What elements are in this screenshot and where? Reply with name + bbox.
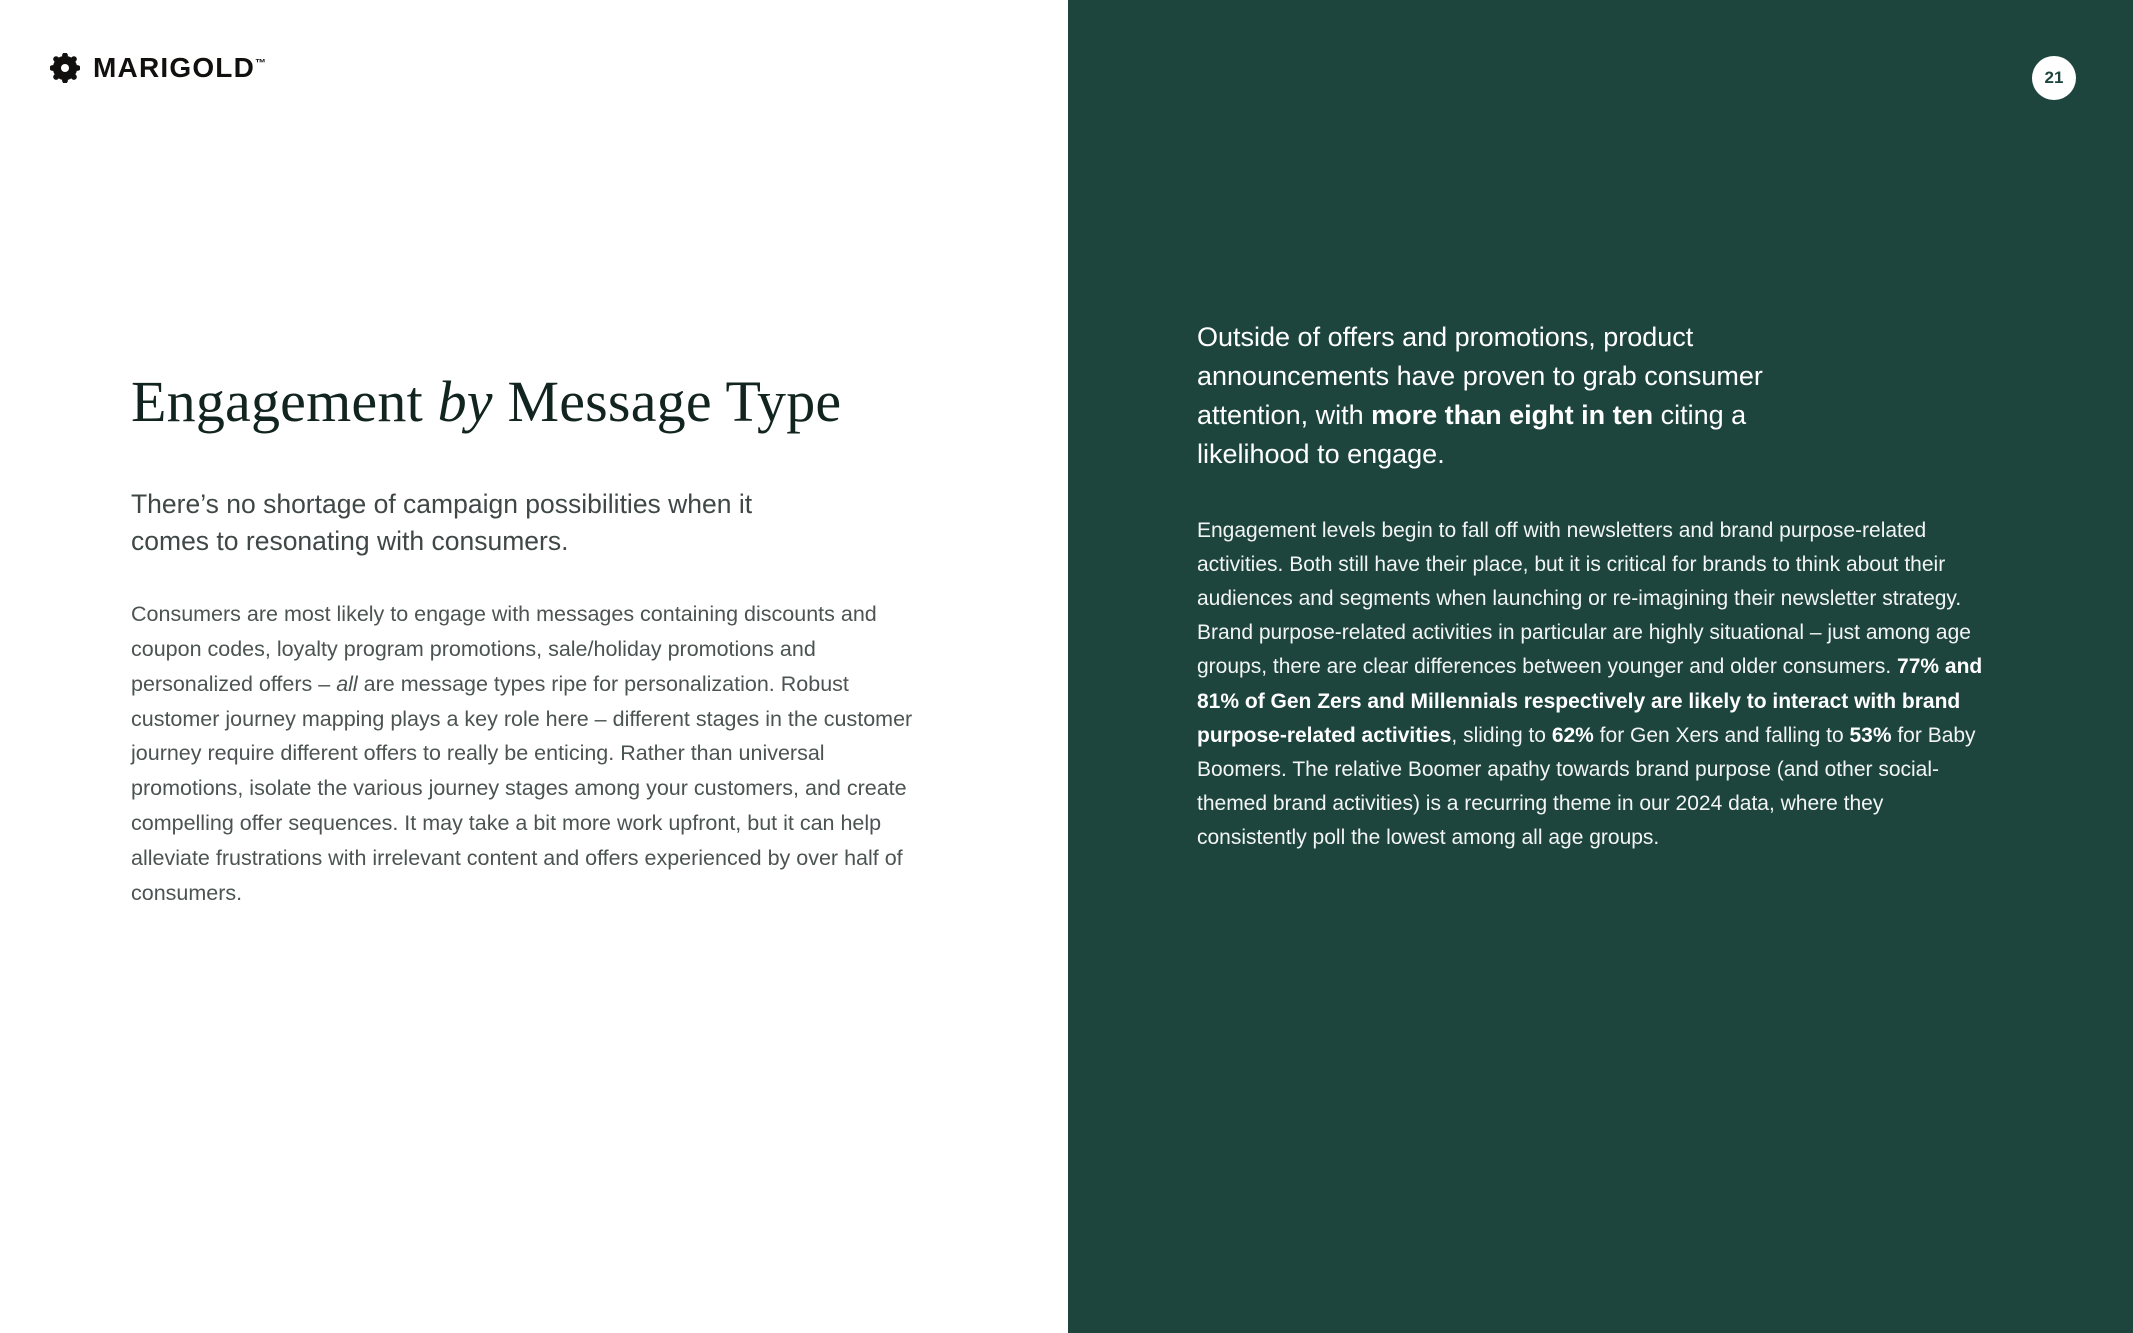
brand-logo — [50, 52, 266, 84]
right-body-part2: , sliding to — [1451, 723, 1552, 747]
left-lede-paragraph: There’s no shortage of campaign possibilities when it comes to resonating with consumers. — [131, 488, 753, 557]
page-title-italic: by — [437, 369, 493, 434]
right-text-block — [1197, 318, 1997, 856]
right-lede-part2: citing a likelihood to engage. — [1197, 399, 1747, 469]
right-body-part1: Engagement levels begin to fall off with newsletters and brand purpose-related activities. Both still have their place, but it is critical for brands to think about their audiences and segments when launching or re-imagining their newsletter strategy. Brand purpose-related activities in particular are highly situational – just among age groups, there are clear differences between younger and older consumers. — [1197, 518, 1971, 679]
right-body-bold3: 53% — [1849, 723, 1892, 747]
left-body-part1: Consumers are most likely to engage with messages containing discounts and coupon codes, loyalty program promotions, sale/holiday promotions and personalized offers – — [131, 602, 877, 696]
right-body-bold1: 77% and 81% of Gen Zers and Millennials respectively are likely to interact with brand purpose-related activities — [1197, 655, 1983, 747]
page-title-part2: Message Type — [492, 369, 842, 434]
left-body-italic: all — [336, 671, 358, 696]
marigold-flower-icon — [50, 53, 80, 83]
right-lede-part1: Outside of offers and promotions, product announcements have proven to grab consumer attention, with — [1197, 322, 1763, 430]
brand-logo-wordmark: MARIGOLD — [93, 52, 256, 83]
right-body-paragraph — [1197, 514, 1987, 856]
right-lede-bold: more than eight in ten — [1371, 399, 1654, 430]
left-body-part2: are message types ripe for personalization. Robust customer journey mapping plays a key role here – different stages in the customer journey require different offers to really be enticing. Rather than universal promotions, isolate the various journey stages among your customers, and create compelling offer sequences. It may take a bit more work upfront, but it can help alleviate frustrations with irrelevant content and offers experienced by over half of consumers. — [131, 671, 913, 905]
brand-logo-text — [93, 52, 266, 84]
left-body-paragraph — [131, 597, 941, 910]
right-body-part3: for Gen Xers and falling to — [1593, 723, 1850, 747]
page-title-part1: Engagement — [131, 369, 438, 434]
right-body-bold2: 62% — [1551, 723, 1594, 747]
page-title — [131, 370, 951, 434]
left-text-block — [131, 370, 951, 911]
trademark-symbol: ™ — [255, 57, 267, 70]
right-lede-paragraph — [1197, 318, 1857, 474]
right-body-part4: for Baby Boomers. The relative Boomer apathy towards brand purpose (and other social-themed brand activities) is a recurring theme in our 2024 data, where they consistently poll the lowest among all age groups. — [1197, 723, 1976, 850]
page-number-badge: 21 — [2032, 56, 2076, 100]
